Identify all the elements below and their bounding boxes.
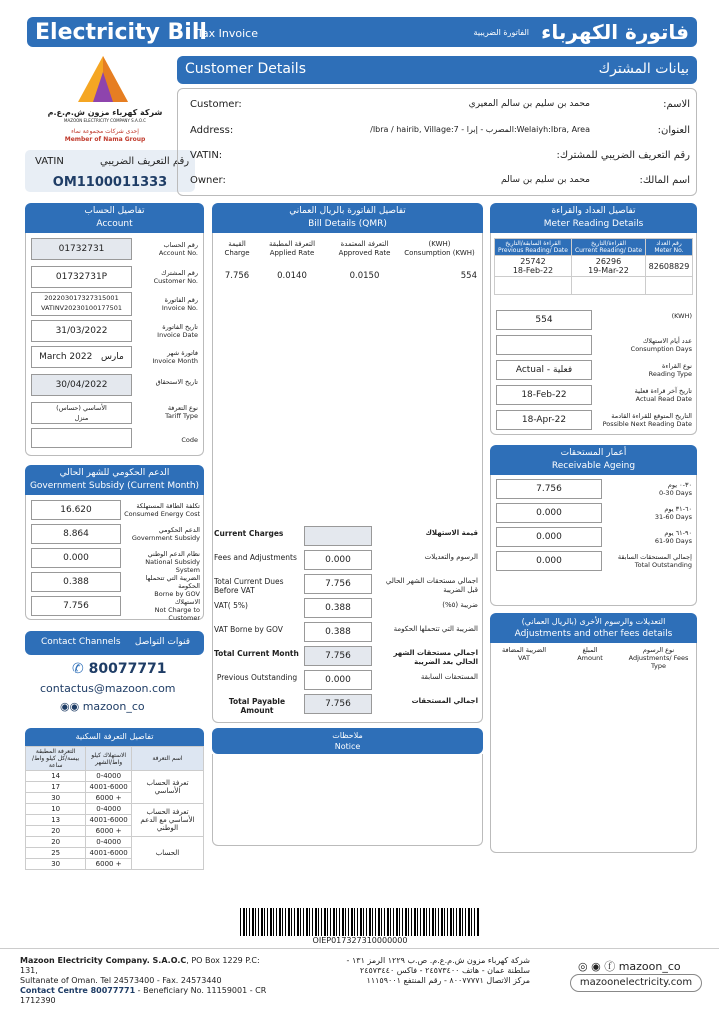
tariff-type-label: [136, 404, 198, 420]
meter-field-label: [596, 387, 692, 403]
footer-line-2: Sultanate of Oman. Tel 24573400 - Fax. 24573440: [20, 976, 222, 985]
meter-no-cell: 82608829: [646, 256, 693, 277]
meter-column-en: Meter No.: [654, 247, 684, 254]
ageing-label-en: 31-60 Days: [654, 513, 692, 521]
invoice-month-ar: مارس: [100, 352, 124, 362]
tariff-name: الحساب: [131, 837, 203, 870]
subsidy-label: [124, 550, 200, 574]
invoice-no-label-ar: رقم الفاتورة: [164, 296, 198, 304]
meter-field-value: 554: [496, 310, 592, 330]
footer-divider: [0, 948, 719, 949]
subsidy-label-ar: الدعم الحكومي: [158, 526, 200, 534]
account-title-en: Account: [96, 219, 133, 229]
contact-title-en: Contact Channels: [41, 637, 121, 647]
customer-no-value: 01732731P: [31, 266, 132, 288]
bill-column-ar: التعرفة المعتمدة: [340, 240, 389, 248]
invoice-month-label: [136, 349, 198, 365]
invoice-no-label: [136, 296, 198, 312]
bill-column-en: Applied Rate: [269, 249, 315, 257]
invoice-no-value: [31, 292, 132, 316]
adjustments-column-en: Amount: [577, 654, 603, 662]
tariff-rate: 20: [26, 826, 86, 837]
meter-field-value: Actual - فعلية: [496, 360, 592, 380]
ageing-label-en: Total Outstanding: [634, 561, 692, 569]
meter-prev-cell: [495, 256, 572, 277]
tariff-rate: 17: [26, 782, 86, 793]
meter-field-label-ar: (KWH): [671, 312, 692, 320]
ageing-label-ar: ٣٠-٠ يوم: [667, 481, 692, 489]
bill-cell: 0.0150: [349, 271, 380, 281]
ageing-label-en: 0-30 Days: [658, 489, 692, 497]
bill-summary-value: 7.756: [304, 646, 372, 666]
contact-phone: [72, 661, 167, 677]
tariff-name: تعرفة الحساب الأساسي: [131, 771, 203, 804]
customer-row: [190, 99, 690, 115]
invoice-date-label-en: Invoice Date: [157, 331, 198, 339]
tariff-rate: 30: [26, 793, 86, 804]
customer-details-header: [177, 56, 697, 84]
bill-summary-value: 0.000: [304, 550, 372, 570]
bill-summary-label-ar: الرسوم والتعديلات: [424, 553, 478, 561]
bill-summary-value: [304, 526, 372, 546]
subsidy-label: [124, 502, 200, 518]
footer-ar-line-3: مركز الاتصال ٨٠٠٧٧٧٧١ - رقم المنتفع ١١١٥٩٠٠١: [366, 976, 530, 985]
subsidy-value: 7.756: [31, 596, 121, 616]
adjustments-column-ar: الضريبة المضافة: [501, 646, 547, 654]
barcode: [240, 908, 480, 936]
adjustments-column-ar: نوع الرسوم: [642, 646, 675, 654]
social-icons: ◉◉: [60, 700, 80, 713]
tariff-row: [26, 837, 204, 848]
notice-body: [212, 754, 483, 846]
bill-column-ar: (KWH): [428, 240, 451, 248]
adjustments-title-en: Adjustments and other fees details: [514, 629, 673, 639]
footer-social-handle: mazoon_co: [618, 960, 681, 973]
subsidy-label-en: National Subsidy System: [145, 558, 200, 574]
bill-summary-label-en: Current Charges: [214, 529, 284, 538]
tariff-consumption: 4001-6000: [86, 848, 132, 859]
meter-panel-header: [490, 203, 697, 233]
meter-empty-cell: [495, 277, 572, 295]
subsidy-label-en: Government Subsidy: [131, 534, 200, 542]
account-no-label: [136, 241, 198, 257]
ageing-value: 0.000: [496, 503, 602, 523]
contact-email[interactable]: contactus@mazoon.com: [40, 682, 176, 695]
meter-table: [494, 238, 693, 295]
group-name-ar: إحدى شركات مجموعة نماء: [71, 128, 139, 135]
bill-cell: 7.756: [224, 271, 250, 281]
bill-summary-value: 7.756: [304, 574, 372, 594]
meter-field-label-ar: التاريخ المتوقع للقراءة القادمة: [611, 412, 692, 420]
bill-summary-value: 0.388: [304, 622, 372, 642]
adjustments-column-header: [560, 646, 620, 662]
invoice-no-line2: VATINV20230100177501: [40, 304, 123, 312]
customer-label-ar: الاسم:: [663, 99, 690, 110]
ageing-title-ar: أعمار المستحقات: [560, 448, 627, 458]
bill-summary-label-ar: قيمة الاستهلاك: [425, 529, 478, 537]
tariff-header-row: [26, 747, 204, 771]
tariff-consumption: 6000 +: [86, 793, 132, 804]
subsidy-label-ar: نظام الدعم الوطني: [147, 550, 200, 558]
meter-field-value: 18-Apr-22: [496, 410, 592, 430]
meter-header-row: [495, 239, 693, 256]
bill-column-en: Approved Rate: [338, 249, 391, 257]
account-panel-header: [25, 203, 204, 233]
meter-field-label-en: Actual Read Date: [635, 395, 692, 403]
tariff-consumption: 0-4000: [86, 771, 132, 782]
bill-summary-label-ar: الضريبة التي تتحملها الحكومة: [393, 625, 478, 633]
bill-title-ar: فاتورة الكهرباء: [541, 20, 689, 44]
bill-column-header: [217, 240, 257, 258]
subsidy-title-en: Government Subsidy (Current Month): [29, 481, 200, 491]
bill-summary-value: 7.756: [304, 694, 372, 714]
footer-address: , PO Box 1229 P.C: 131,: [20, 956, 260, 975]
ageing-label-ar: ٩٠-٦١ يوم: [664, 529, 692, 537]
title-banner: [27, 17, 697, 47]
meter-column-header: [495, 239, 572, 256]
invoice-date-label: [136, 323, 198, 339]
footer-en: [20, 956, 270, 1006]
footer-line-3: [20, 986, 270, 1006]
bill-summary-label-ar: (%٥) ضريبة: [442, 601, 478, 609]
notice-title-en: Notice: [334, 742, 361, 751]
customer-no-label-en: Customer No.: [153, 277, 198, 285]
meter-field-label: [596, 412, 692, 428]
meter-empty-row: [495, 277, 693, 295]
adjustments-columns: [494, 646, 693, 670]
account-title-ar: تفاصيل الحساب: [84, 206, 145, 216]
invoice-month-label-en: Invoice Month: [152, 357, 198, 365]
ageing-label: [604, 553, 692, 569]
bill-summary-label-en: VAT Borne by GOV: [214, 625, 283, 634]
meter-field-label-ar: عدد أيام الاستهلاك: [642, 337, 692, 345]
footer-registration: - Beneficiary No. 11159001 - CR 1712390: [20, 986, 267, 1005]
account-no-label-ar: رقم الحساب: [163, 241, 198, 249]
address-label-ar: العنوان:: [657, 125, 690, 136]
bill-summary-label-en: Total Current Dues Before VAT: [214, 577, 284, 595]
tariff-type-label-en: Tariff Type: [165, 412, 198, 420]
meter-field-label: [596, 362, 692, 378]
meter-empty-cell: [571, 277, 645, 295]
bill-details-title-ar: تفاصيل الفاتورة بالريال العماني: [289, 206, 406, 216]
tariff-type-line1: الأساسي (حساس): [56, 404, 107, 412]
subsidy-label-ar: تكلفة الطاقة المستهلكة: [136, 502, 200, 510]
meter-prev-date: 18-Feb-22: [512, 266, 554, 275]
adjustments-header: [490, 613, 697, 643]
tariff-type-value: [31, 402, 132, 424]
meter-title-ar: تفاصيل العداد والقراءة: [551, 206, 636, 216]
meter-field-label-en: Reading Type: [648, 370, 692, 378]
footer-ar-line-2: سلطنة عمان - هاتف ٢٤٥٧٣٤٠٠ - فاكس ٢٤٥٧٣٤٤٠: [359, 966, 530, 975]
company-logo-icon: [58, 54, 148, 104]
tariff-header: تفاصيل التعرفة السكنية: [25, 728, 204, 746]
bill-summary-label-en: VAT( 5%): [214, 601, 248, 610]
company-name-en: MAZOON ELECTRICITY COMPANY S.A.O.C: [64, 118, 146, 123]
tariff-type-label-ar: نوع التعرفة: [167, 404, 198, 412]
customer-value: محمد بن سليم بن سالم المعيري: [468, 99, 590, 109]
meter-field-label-ar: تاريخ آخر قراءة فعلية: [634, 387, 692, 395]
footer-contact-centre: Contact Centre 80077771: [20, 986, 136, 995]
footer-website[interactable]: mazoonelectricity.com: [570, 974, 702, 992]
meter-column-ar: القراءة/التاريخ: [590, 240, 627, 247]
bill-columns: [217, 240, 477, 264]
contact-header: [25, 631, 204, 655]
ageing-value: 7.756: [496, 479, 602, 499]
adjustments-column-ar: المبلغ: [582, 646, 598, 654]
customer-vatin-label: VATIN:: [190, 150, 223, 161]
tariff-rate: 20: [26, 837, 86, 848]
meter-field-label-en: Consumption Days: [630, 345, 692, 353]
ageing-label-ar: ٦٠-٣١ يوم: [664, 505, 692, 513]
subsidy-title-ar: الدعم الحكومي للشهر الحالي: [59, 468, 170, 478]
tariff-rate: 10: [26, 804, 86, 815]
subsidy-label-ar: الاستهلاك: [174, 598, 200, 606]
meter-empty-cell: [646, 277, 693, 295]
bill-title-en: Electricity Bill: [35, 20, 207, 45]
owner-row: [190, 175, 690, 191]
contact-title-ar: قنوات التواصل: [134, 637, 190, 647]
meter-field-value: [496, 335, 592, 355]
tariff-row: [26, 771, 204, 782]
contact-social-value: mazoon_co: [82, 700, 145, 713]
subsidy-label-en: Borne by GOV: [154, 590, 200, 598]
subsidy-label: [124, 526, 200, 542]
meter-title-en: Meter Reading Details: [543, 219, 644, 229]
ageing-value: 0.000: [496, 527, 602, 547]
invoice-month-value: [31, 346, 132, 368]
due-date-label: تاريخ الاستحقاق: [155, 378, 198, 386]
tariff-column-header: اسم التعرفة: [131, 747, 203, 771]
bill-summary-value: 0.388: [304, 598, 372, 618]
tariff-rate: 13: [26, 815, 86, 826]
bill-subtitle-ar: الفاتورة الضريبية: [473, 28, 529, 37]
owner-label-ar: اسم المالك:: [639, 175, 690, 186]
subsidy-label-ar: الضريبة التي تتحملها الحكومة: [145, 574, 200, 590]
bill-column-ar: التعرفة المطبقة: [268, 240, 316, 248]
phone-icon: ✆: [72, 661, 84, 677]
bill-summary-value: 0.000: [304, 670, 372, 690]
customer-label: Customer:: [190, 99, 242, 110]
meter-field-label-ar: نوع القراءة: [661, 362, 692, 370]
invoice-no-label-en: Invoice No.: [161, 304, 198, 312]
bill-column-header: [327, 240, 402, 258]
meter-field-label: [596, 337, 692, 353]
tariff-type-line2: منزل: [74, 414, 89, 422]
owner-label: Owner:: [190, 175, 226, 186]
meter-prev-reading: 25742: [520, 257, 546, 266]
adjustments-title-ar: التعديلات والرسوم الأخرى (بالريال العماني): [521, 617, 666, 626]
account-no-label-en: Account No.: [158, 249, 198, 257]
meter-row: [495, 256, 693, 277]
bill-summary-label-en: Fees and Adjustments: [214, 553, 297, 562]
meter-column-header: [571, 239, 645, 256]
bill-details-header: [212, 203, 483, 233]
tariff-consumption: 6000 +: [86, 826, 132, 837]
tariff-row: [26, 804, 204, 815]
adjustments-body: [490, 643, 697, 853]
subsidy-label-en: Not Charge to Customer: [154, 606, 200, 622]
company-name-ar: شركة كهرباء مزون ش.م.ع.م: [47, 108, 163, 117]
tariff-consumption: 6000 +: [86, 859, 132, 870]
meter-column-header: [646, 239, 693, 256]
tariff-rate: 25: [26, 848, 86, 859]
adjustments-column-en: VAT: [518, 654, 530, 662]
meter-field-label: [596, 312, 692, 320]
address-value: Welaiyh:Ibra, Area:المصرب - إبرا - Ibra / hairib, Village:7/: [370, 125, 590, 134]
adjustments-column-en: Adjustments/ Fees Type: [628, 654, 689, 670]
barcode-text: OIEP017327310000000: [312, 936, 408, 945]
subsidy-label: [124, 574, 200, 598]
footer-ar-line-1: شركة كهرباء مزون ش.م.ع.م. ص.ب ١٢٢٩ الرمز ١٣١ -: [346, 956, 530, 965]
group-name-en: Member of Nama Group: [64, 136, 146, 143]
account-no-value: 01732731: [31, 238, 132, 260]
address-label: Address:: [190, 125, 234, 136]
bill-column-header: [257, 240, 327, 258]
subsidy-value: 16.620: [31, 500, 121, 520]
invoice-month-en: March 2022: [39, 352, 93, 362]
ageing-title-en: Receivable Ageing: [551, 461, 636, 471]
vatin-row: [190, 150, 690, 166]
bill-row: [217, 271, 477, 283]
footer-social: [578, 958, 681, 974]
ageing-value: 0.000: [496, 551, 602, 571]
subsidy-label-en: Consumed Energy Cost: [124, 510, 200, 518]
tariff-name: تعرفة الحساب الأساسي مع الدعم الوطني: [131, 804, 203, 837]
bill-summary-label-en: Total Payable Amount: [228, 697, 286, 715]
tariff-consumption: 4001-6000: [86, 782, 132, 793]
ageing-label: [604, 505, 692, 521]
bill-column-ar: القيمة: [228, 240, 246, 248]
bill-subtitle-en: Tax Invoice: [197, 27, 258, 40]
customer-no-label: [136, 269, 198, 285]
invoice-month-label-ar: فاتورة شهر: [167, 349, 198, 357]
bill-summary-label-ar: اجمالي المستحقات: [411, 697, 478, 705]
bill-summary-label-ar: اجمالي مستحقات الشهر الحالي بعد الضريبة: [393, 649, 478, 666]
subsidy-value: 0.000: [31, 548, 121, 568]
meter-field-value: 18-Feb-22: [496, 385, 592, 405]
subsidy-value: 0.388: [31, 572, 121, 592]
notice-title-ar: ملاحظات: [332, 731, 363, 740]
customer-vatin-label-ar: رقم التعريف الضريبي للمشترك:: [556, 150, 690, 161]
meter-cur-reading: 26296: [595, 257, 622, 266]
adjustments-column-header: [494, 646, 554, 662]
vatin-value: OM1100011333: [52, 175, 168, 190]
meter-cur-cell: [571, 256, 645, 277]
meter-cur-date: 19-Mar-22: [588, 266, 629, 275]
social-media-icons[interactable]: ◎ ◉ ⓕ: [578, 960, 616, 973]
due-date-value: 30/04/2022: [31, 374, 132, 396]
bill-column-en: Consumption (KWH): [404, 249, 475, 257]
tariff-column-header: التعرفة المطبقة بيسة/كل كيلو واط/ساعة: [26, 747, 86, 771]
subsidy-label: [124, 598, 200, 622]
tariff-consumption: 4001-6000: [86, 815, 132, 826]
meter-field-label-en: Possible Next Reading Date: [602, 420, 692, 428]
tariff-column-header: الاستهلاك كيلو واط/الشهر: [86, 747, 132, 771]
bill-column-en: Charge: [224, 249, 250, 257]
invoice-date-label-ar: تاريخ الفاتورة: [162, 323, 198, 331]
ageing-label-ar: إجمالي المستحقات السابقة: [617, 553, 692, 561]
code-label: Code: [181, 436, 198, 444]
ageing-label-en: 61-90 Days: [654, 537, 692, 545]
meter-column-en: Previous Reading/ Date: [498, 247, 568, 254]
code-value: [31, 428, 132, 448]
vatin-label-ar: رقم التعريف الضريبي: [100, 156, 190, 167]
footer-company-name: Mazoon Electricity Company. S.A.O.C: [20, 956, 187, 965]
bill-summary-label-ar: المستحقات السابقة: [420, 673, 478, 681]
owner-value: محمد بن سليم بن سالم: [501, 175, 590, 185]
meter-column-en: Current Reading/ Date: [574, 247, 643, 254]
customer-details-title-ar: بيانات المشترك: [598, 61, 689, 77]
customer-no-label-ar: رقم المشترك: [161, 269, 198, 277]
meter-column-ar: رقم العداد: [656, 240, 682, 247]
ageing-label: [604, 529, 692, 545]
tariff-rate: 14: [26, 771, 86, 782]
contact-phone-value: 80077771: [88, 661, 167, 677]
tariff-consumption: 0-4000: [86, 804, 132, 815]
meter-column-ar: القراءة السابقة/التاريخ: [505, 240, 561, 247]
tariff-table: [25, 746, 204, 870]
subsidy-value: 8.864: [31, 524, 121, 544]
tariff-consumption: 0-4000: [86, 837, 132, 848]
bill-column-header: [402, 240, 477, 258]
subsidy-panel-header: [25, 465, 204, 495]
bill-cell: 554: [460, 271, 477, 281]
ageing-label: [604, 481, 692, 497]
adjustments-column-header: [624, 646, 693, 670]
invoice-no-line1: 202203017327315001: [44, 294, 119, 302]
invoice-date-value: 31/03/2022: [31, 320, 132, 342]
ageing-panel-header: [490, 445, 697, 475]
tariff-rate: 30: [26, 859, 86, 870]
contact-social: [60, 700, 145, 713]
ageing-panel: [490, 445, 697, 606]
bill-details-title-en: Bill Details (QMR): [308, 219, 387, 229]
bill-cell: 0.0140: [277, 271, 307, 281]
customer-details-title-en: Customer Details: [185, 61, 306, 77]
bill-summary-label-en: Total Current Month: [214, 649, 299, 658]
address-row: [190, 125, 690, 141]
bill-summary-label-en: Previous Outstanding: [216, 673, 298, 682]
footer-line-1: [20, 956, 270, 976]
vatin-label-en: VATIN: [35, 156, 64, 167]
bill-summary-label-ar: اجمالي مستحقات الشهر الحالي قبل الضريبة: [385, 577, 478, 594]
footer-ar: [290, 956, 530, 986]
notice-header: [212, 728, 483, 754]
